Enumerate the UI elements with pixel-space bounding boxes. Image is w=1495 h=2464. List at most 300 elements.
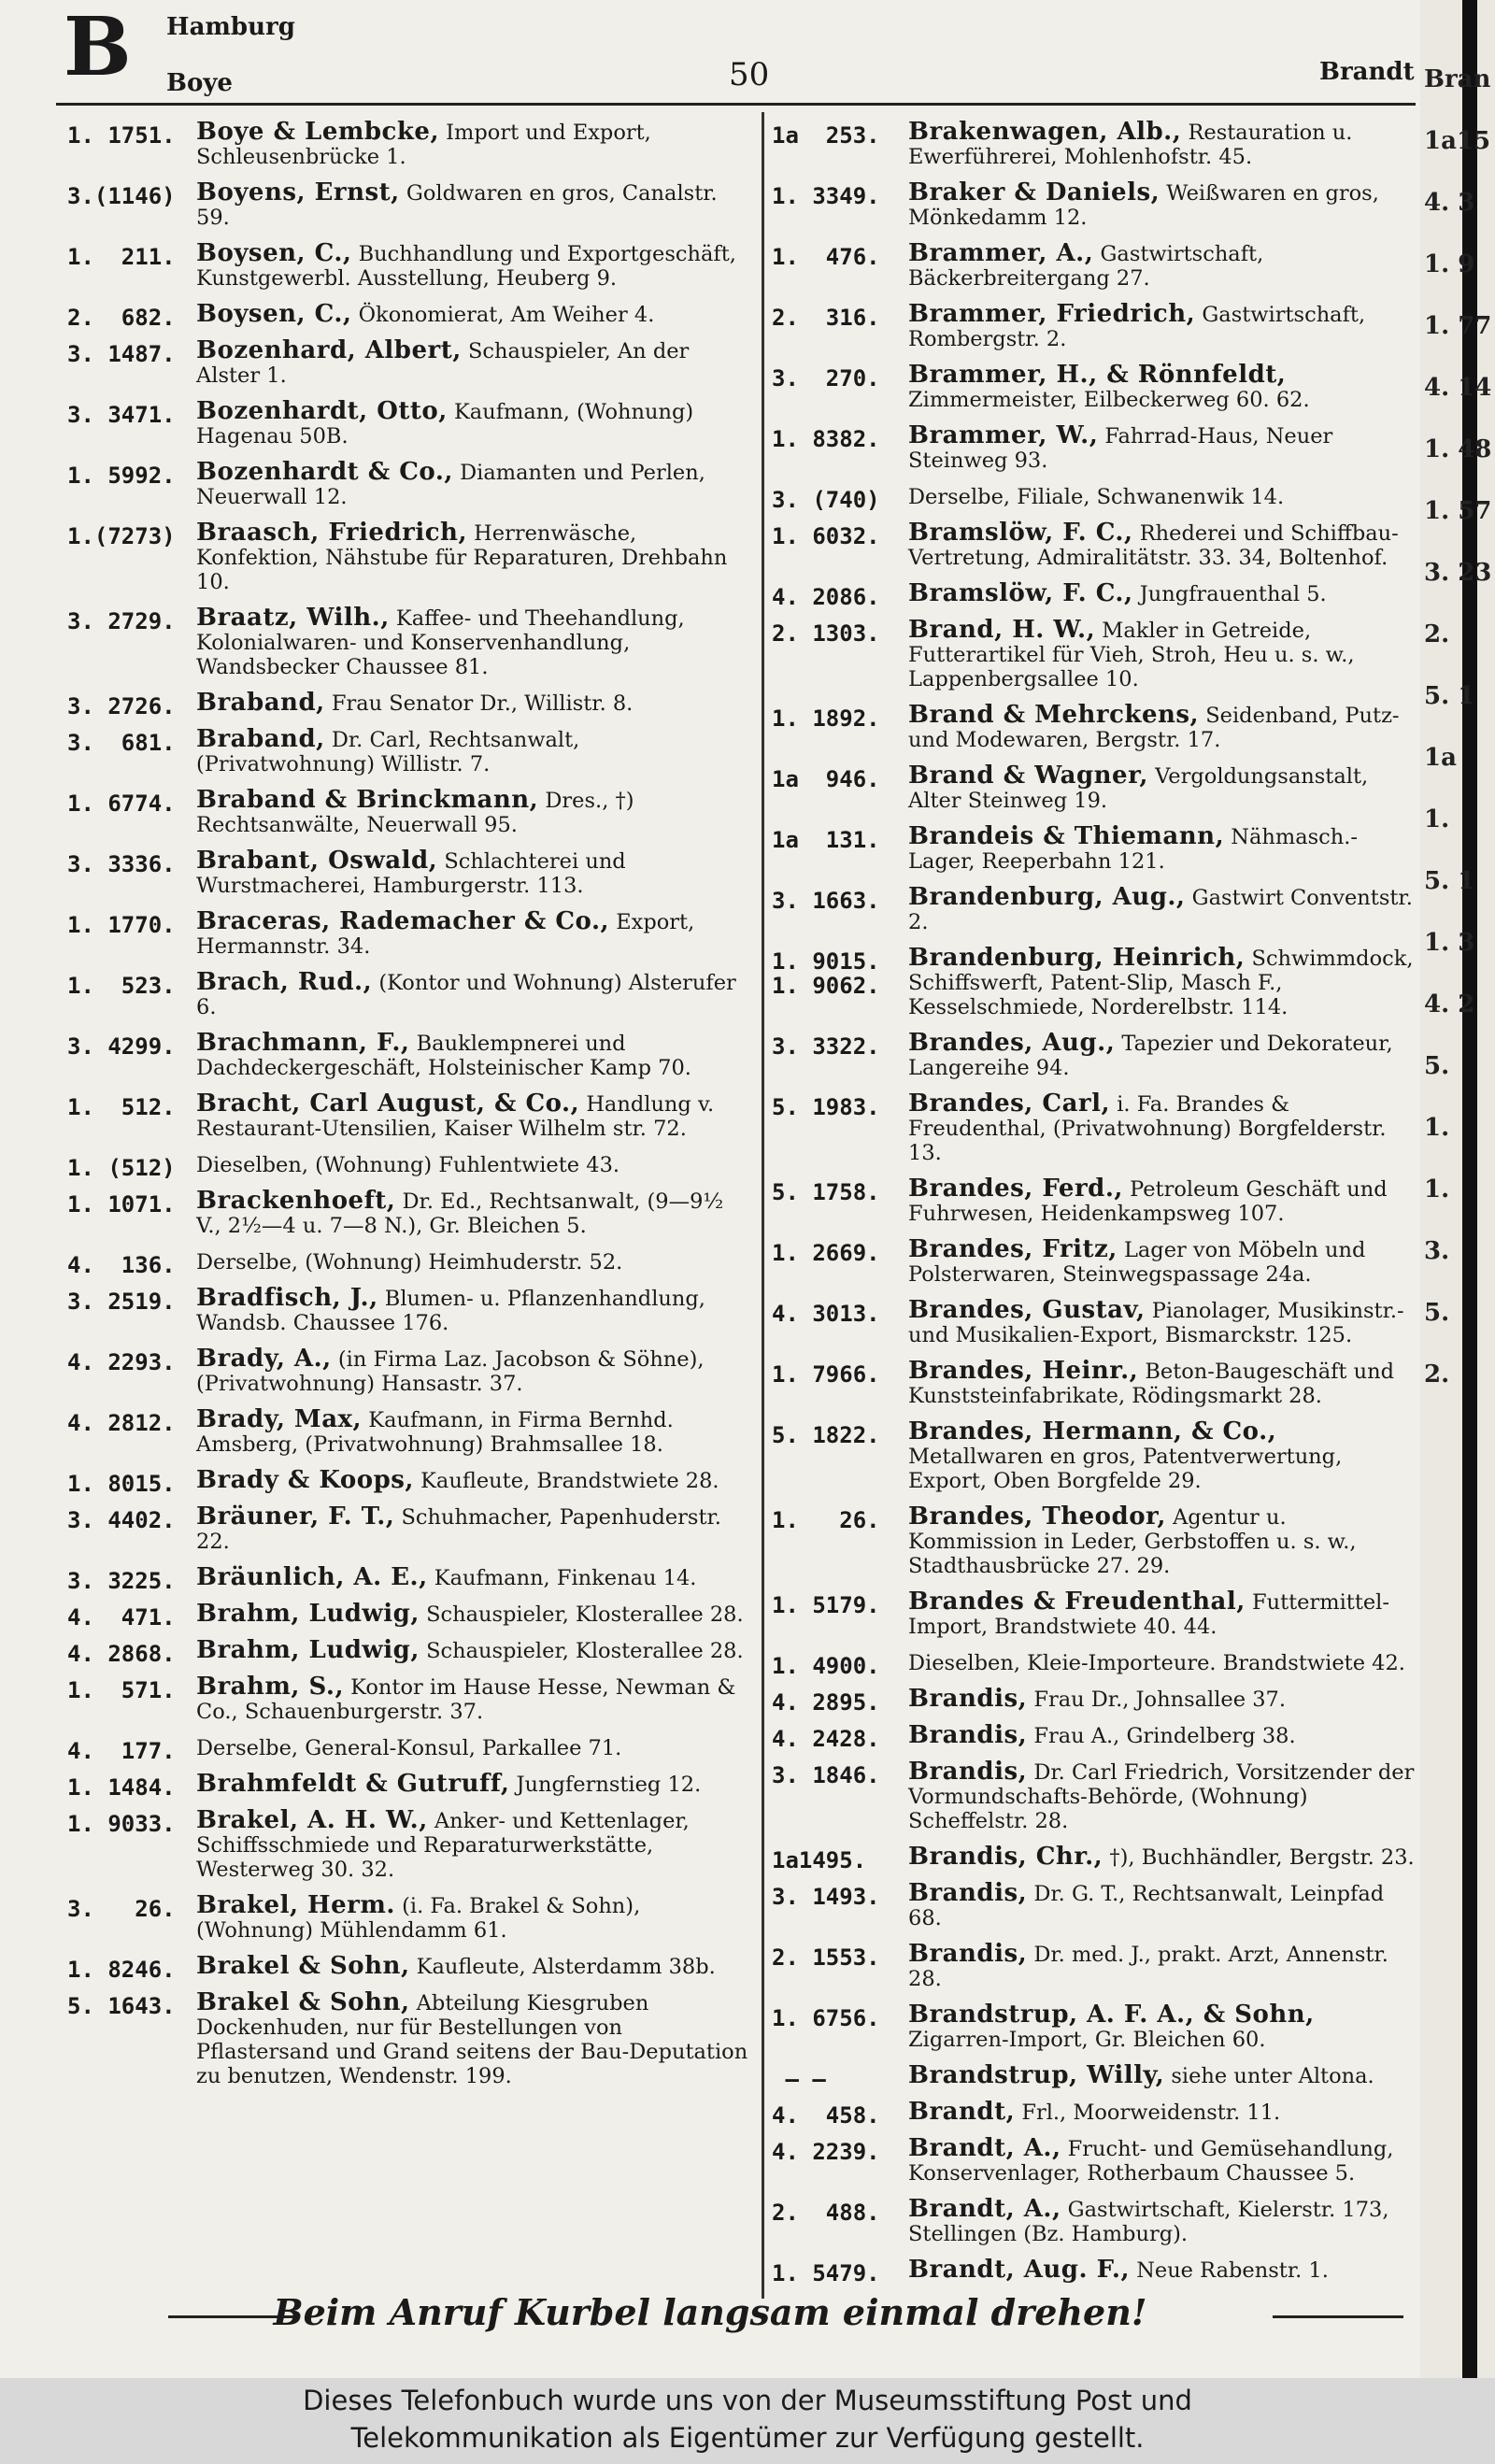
entry-details: Schwimmdock, Schiffswerft, Patent-Slip, Masch F., Kesselschmiede, Norderelbstr. 114.	[908, 947, 1414, 1019]
entry-details: Metallwaren en gros, Patentverwertung, Export, Oben Borgfelde 29.	[908, 1445, 1343, 1493]
phone-number: 1. 26.	[772, 1507, 880, 1533]
phone-number: 3. 26.	[67, 1896, 176, 1922]
entry-details: Dr. Carl, Rechtsanwalt, (Privatwohnung) Willistr. 7.	[196, 728, 580, 776]
directory-entry	[772, 1650, 1417, 1679]
entry-details: Jungfrauenthal 5.	[1139, 582, 1327, 606]
phone-number: 4. 177.	[67, 1738, 176, 1764]
directory-entry	[772, 2136, 1417, 2186]
directory-entry	[67, 338, 749, 388]
edge-fragment: 5. 1	[1424, 682, 1475, 710]
directory-entry	[772, 180, 1417, 230]
entry-details: Kaufleute, Brandstwiete 28.	[420, 1469, 719, 1493]
entry-details: Dieselben, Kleie-Importeure. Brandstwiete 42.	[908, 1651, 1405, 1675]
entry-details: Import und Export, Schleusenbrücke 1.	[196, 121, 651, 169]
subscriber-name: Brammer, H., & Rönnfeldt,	[908, 361, 1287, 389]
directory-entry	[772, 824, 1417, 874]
phone-number: 1. 476.	[772, 244, 880, 270]
directory-entry	[772, 120, 1417, 169]
directory-entry	[772, 2002, 1417, 2052]
directory-entry	[772, 1419, 1417, 1493]
phone-number: 3. 2729.	[67, 608, 176, 634]
entry-details: Zimmermeister, Eilbeckerweg 60. 62.	[908, 388, 1310, 412]
directory-entry	[772, 1881, 1417, 1930]
directory-entry	[67, 689, 749, 719]
entry-details: Dr. med. J., prakt. Arzt, Annenstr. 28.	[908, 1943, 1388, 1991]
directory-entry	[67, 241, 749, 291]
directory-entry	[67, 180, 749, 230]
entry-details: Abteilung Kiesgruben Dockenhuden, nur für Bestellungen von Pflastersand und Grand seitens der Bau-Deputation zu benutzen, Wendenstr. 199.	[196, 1991, 748, 2088]
phone-number: 4. 3013.	[772, 1301, 880, 1327]
subscriber-name: Brandes, Carl,	[908, 1090, 1111, 1118]
directory-entry	[67, 300, 749, 331]
phone-number: 1. 9015. 1. 9062.	[772, 948, 880, 999]
entry-details: Zigarren-Import, Gr. Bleichen 60.	[908, 2028, 1266, 2052]
entry-details: Agentur u. Kommission in Leder, Gerbstoffen u. s. w., Stadthausbrücke 27. 29.	[908, 1505, 1357, 1578]
entry-details: Vergoldungsanstalt, Alter Steinweg 19.	[908, 764, 1369, 813]
last-entry-word: Brandt	[1319, 58, 1415, 86]
subscriber-name: Brakel, Herm.	[196, 1891, 395, 1919]
phone-number: 1a 131.	[772, 827, 880, 853]
entry-details: Nähmasch.-Lager, Reeperbahn 121.	[908, 825, 1359, 874]
subscriber-name: Brandenburg, Aug.,	[908, 883, 1186, 911]
subscriber-name: Brady, A.,	[196, 1345, 332, 1373]
phone-number: 3. 1487.	[67, 341, 176, 367]
subscriber-name: Braatz, Wilh.,	[196, 604, 390, 632]
phone-number: 1. 8015.	[67, 1471, 176, 1497]
entry-details: Blumen- u. Pflanzenhandlung, Wandsb. Chaussee 176.	[196, 1287, 705, 1335]
directory-entry	[67, 909, 749, 959]
subscriber-name: Brandes & Freudenthal,	[908, 1588, 1246, 1616]
entry-details: Gastwirt Conventstr. 2.	[908, 886, 1413, 934]
edge-fragment: 4. 14	[1424, 374, 1492, 402]
phone-number: 1a1495.	[772, 1847, 867, 1873]
entry-details: Seidenband, Putz- und Modewaren, Bergstr. 17.	[908, 704, 1400, 752]
phone-number: 1. 6032.	[772, 523, 880, 549]
phone-number: 5. 1983.	[772, 1094, 880, 1120]
directory-entry	[67, 1031, 749, 1080]
subscriber-name: Brandes, Theodor,	[908, 1503, 1166, 1531]
column-divider	[762, 112, 764, 2299]
directory-entry	[772, 1721, 1417, 1752]
directory-entry	[67, 399, 749, 449]
subscriber-name: Brandt, Aug. F.,	[908, 2256, 1131, 2284]
credit-line-1: Dieses Telefonbuch wurde uns von der Museumsstiftung Post und	[303, 2385, 1192, 2416]
subscriber-name: Brand & Mehrckens,	[908, 701, 1200, 729]
entry-details: Derselbe, (Wohnung) Heimhuderstr. 52.	[196, 1250, 623, 1275]
subscriber-name: Bozenhardt & Co.,	[196, 458, 453, 486]
directory-entry	[772, 1237, 1417, 1287]
entry-details: Gastwirtschaft, Rombergstr. 2.	[908, 303, 1366, 351]
directory-entry	[67, 1286, 749, 1335]
directory-entry	[772, 1685, 1417, 1716]
directory-entry	[772, 1589, 1417, 1639]
subscriber-name: Brandis,	[908, 1721, 1028, 1749]
directory-entry	[772, 241, 1417, 291]
entry-details: Kaufmann, Finkenau 14.	[434, 1566, 697, 1590]
subscriber-name: Brahm, S.,	[196, 1673, 344, 1701]
directory-entry	[772, 1843, 1417, 1873]
subscriber-name: Brandstrup, Willy,	[908, 2061, 1165, 2089]
phone-number: 3. 3225.	[67, 1568, 176, 1594]
credit-line-2: Telekommunikation als Eigentümer zur Verfügung gestellt.	[350, 2422, 1145, 2454]
directory-entry	[772, 302, 1417, 351]
phone-number: 1. 523.	[67, 973, 176, 999]
edge-fragment: 1. 3	[1424, 929, 1475, 957]
phone-number: 3.(1146)	[67, 183, 176, 209]
entry-details: †), Buchhändler, Bergstr. 23.	[1109, 1845, 1415, 1870]
subscriber-name: Brandis,	[908, 1758, 1028, 1786]
phone-number: 1. 6774.	[67, 790, 176, 817]
section-letter: B	[64, 0, 132, 94]
phone-number: 4. 136.	[67, 1252, 176, 1278]
subscriber-name: Bramslöw, F. C.,	[908, 519, 1133, 547]
subscriber-name: Brandes, Ferd.,	[908, 1175, 1123, 1203]
first-entry-word: Boye	[166, 69, 233, 97]
subscriber-name: Brandenburg, Heinrich,	[908, 944, 1246, 972]
phone-number: 4. 2239.	[772, 2139, 880, 2165]
subscriber-name: Braband,	[196, 689, 325, 717]
entry-details: Kaufmann, in Firma Bernhd. Amsberg, (Privatwohnung) Brahmsallee 18.	[196, 1408, 674, 1457]
directory-entry	[772, 363, 1417, 412]
subscriber-name: Brady, Max,	[196, 1405, 363, 1433]
phone-number: 4. 471.	[67, 1604, 176, 1631]
phone-number: 4. 2812.	[67, 1410, 176, 1436]
subscriber-name: Brackenhoeft,	[196, 1187, 396, 1215]
entry-details: (in Firma Laz. Jacobson & Söhne), (Privatwohnung) Hansastr. 37.	[196, 1347, 705, 1396]
directory-entry	[772, 703, 1417, 752]
directory-entry	[772, 2197, 1417, 2246]
entry-details: Bauklempnerei und Dachdeckergeschäft, Holsteinischer Kamp 70.	[196, 1032, 691, 1080]
edge-fragment: 5.	[1424, 1052, 1450, 1080]
subscriber-name: Brandstrup, A. F. A., & Sohn,	[908, 2001, 1315, 2029]
edge-fragment: 1.	[1424, 1114, 1450, 1142]
subscriber-name: Brandt,	[908, 2098, 1016, 2126]
subscriber-name: Brahm, Ludwig,	[196, 1600, 420, 1628]
subscriber-name: Brandt, A.,	[908, 2195, 1061, 2223]
entry-details: Lager von Möbeln und Polsterwaren, Steinwegspassage 24a.	[908, 1238, 1366, 1287]
phone-number: 3. (740)	[772, 487, 880, 513]
entry-details: Schauspieler, Klosterallee 28.	[426, 1602, 744, 1627]
edge-fragment: Bran	[1424, 65, 1491, 93]
entry-details: Frl., Moorweidenstr. 11.	[1021, 2101, 1281, 2125]
entry-details: Weißwaren en gros, Mönkedamm 12.	[908, 181, 1379, 230]
directory-entry	[772, 520, 1417, 570]
directory-entry	[67, 1636, 749, 1667]
entry-details: Neue Rabenstr. 1.	[1136, 2258, 1329, 2283]
edge-fragment: 4. 3	[1424, 189, 1475, 217]
subscriber-name: Brand, H. W.,	[908, 616, 1096, 644]
subscriber-name: Brandis,	[908, 1879, 1028, 1907]
edge-fragment: 1a	[1424, 744, 1457, 772]
subscriber-name: Braker & Daniels,	[908, 178, 1160, 207]
footer-rule-right	[1273, 2315, 1403, 2318]
entry-details: Kaffee- und Theehandlung, Kolonialwaren- und Konservenhandlung, Wandsbecker Chaussee 81.	[196, 606, 685, 679]
edge-fragment: 1. 9	[1424, 250, 1475, 278]
phone-number: 3. 681.	[67, 730, 176, 756]
entry-details: Dres., †) Rechtsanwälte, Neuerwall 95.	[196, 789, 634, 837]
entry-details: Schauspieler, Klosterallee 28.	[426, 1639, 744, 1663]
entry-details: Buchhandlung und Exportgeschäft, Kunstgewerbl. Ausstellung, Heuberg 9.	[196, 242, 736, 291]
subscriber-name: Brach, Rud.,	[196, 968, 373, 996]
directory-entry	[772, 2061, 1417, 2092]
phone-number: 3. 1493.	[772, 1884, 880, 1910]
phone-number: 1. 8246.	[67, 1957, 176, 1983]
directory-entry	[772, 1504, 1417, 1578]
entry-details: Herrenwäsche, Konfektion, Nähstube für Reparaturen, Drehbahn 10.	[196, 521, 728, 594]
subscriber-name: Brakel & Sohn,	[196, 1952, 410, 1980]
directory-entry	[67, 1600, 749, 1631]
subscriber-name: Brabant, Oswald,	[196, 847, 438, 875]
phone-number: 4. 2428.	[772, 1726, 880, 1752]
phone-number: 1.(7273)	[67, 523, 176, 549]
phone-number: 2. 488.	[772, 2200, 880, 2226]
entry-details: Schuhmacher, Papenhuderstr. 22.	[196, 1505, 721, 1554]
entry-details: Ökonomierat, Am Weiher 4.	[358, 303, 655, 327]
entry-details: (i. Fa. Brakel & Sohn), (Wohnung) Mühlendamm 61.	[196, 1894, 641, 1943]
subscriber-name: Brahmfeldt & Gutruff,	[196, 1770, 510, 1798]
edge-fragment: 1. 48	[1424, 435, 1492, 463]
subscriber-name: Brammer, Friedrich,	[908, 300, 1196, 328]
entry-details: Frucht- und Gemüsehandlung, Konservenlager, Rotherbaum Chaussee 5.	[908, 2137, 1394, 2186]
phone-number: 1. 8382.	[772, 426, 880, 452]
directory-entry	[67, 1346, 749, 1396]
directory-entry	[772, 423, 1417, 473]
entry-details: Frau A., Grindelberg 38.	[1033, 1724, 1296, 1748]
entry-details: Petroleum Geschäft und Fuhrwesen, Heidenkampsweg 107.	[908, 1177, 1388, 1226]
entry-details: Kaufmann, (Wohnung) Hagenau 50B.	[196, 400, 694, 449]
phone-number: 1. 571.	[67, 1677, 176, 1703]
directory-entry	[772, 484, 1417, 513]
phone-number: 4. 2086.	[772, 584, 880, 610]
subscriber-name: Brandis,	[908, 1940, 1028, 1968]
phone-number: 3. 3471.	[67, 402, 176, 428]
entry-details: siehe unter Altona.	[1171, 2064, 1374, 2088]
edge-fragment: 5. 1	[1424, 867, 1475, 895]
phone-number: 3. 2726.	[67, 693, 176, 719]
subscriber-name: Braband & Brinckmann,	[196, 786, 539, 814]
directory-entry	[67, 1466, 749, 1497]
edge-fragment: 4. 2	[1424, 990, 1475, 1018]
city-heading: Hamburg	[166, 13, 295, 41]
entry-details: Frau Dr., Johnsallee 37.	[1033, 1688, 1286, 1712]
entry-details: Tapezier und Dekorateur, Langereihe 94.	[908, 1032, 1393, 1080]
phone-number: 2. 1303.	[772, 620, 880, 647]
subscriber-name: Brahm, Ludwig,	[196, 1636, 420, 1664]
phone-number: 1. 2669.	[772, 1240, 880, 1266]
entry-details: Dr. G. T., Rechtsanwalt, Leinpfad 68.	[908, 1882, 1385, 1930]
edge-fragment: 3.	[1424, 1237, 1450, 1265]
subscriber-name: Brandes, Fritz,	[908, 1235, 1118, 1263]
subscriber-name: Boye & Lembcke,	[196, 118, 439, 146]
entry-details: Gastwirtschaft, Kielerstr. 173, Stellingen (Bz. Hamburg).	[908, 2198, 1389, 2246]
phone-number: 2. 682.	[67, 305, 176, 331]
phone-number: 4. 2895.	[772, 1689, 880, 1716]
directory-entry	[772, 618, 1417, 691]
directory-entry	[772, 1091, 1417, 1165]
entry-details: Handlung v. Restaurant-Utensilien, Kaiser Wilhelm str. 72.	[196, 1092, 715, 1141]
phone-number: 3. 1846.	[772, 1762, 880, 1788]
directory-entry	[772, 1359, 1417, 1408]
directory-entry	[67, 970, 749, 1019]
phone-number: 1. 1770.	[67, 912, 176, 938]
phone-number: 3. 3322.	[772, 1033, 880, 1060]
subscriber-name: Bozenhard, Albert,	[196, 336, 462, 364]
entry-details: Goldwaren en gros, Canalstr. 59.	[196, 181, 718, 230]
phone-number: 1. 1484.	[67, 1774, 176, 1801]
subscriber-name: Brakel, A. H. W.,	[196, 1806, 428, 1834]
directory-entry	[67, 1407, 749, 1457]
subscriber-name: Brand & Wagner,	[908, 762, 1148, 790]
directory-entry	[67, 1990, 749, 2088]
directory-entry	[772, 1942, 1417, 1991]
subscriber-name: Bräunlich, A. E.,	[196, 1563, 428, 1591]
phone-number: 4. 458.	[772, 2102, 880, 2129]
directory-entry	[772, 946, 1417, 1019]
edge-fragment: 5.	[1424, 1299, 1450, 1327]
subscriber-name: Bozenhardt, Otto,	[196, 397, 448, 425]
phone-number: 1. 3349.	[772, 183, 880, 209]
right-column	[772, 120, 1417, 2294]
directory-entry	[772, 1298, 1417, 1347]
subscriber-name: Brandes, Hermann, & Co.,	[908, 1417, 1277, 1446]
directory-entry	[67, 1952, 749, 1983]
entry-details: Anker- und Kettenlager, Schiffsschmiede und Reparaturwerkstätte, Westerweg 30. 32.	[196, 1809, 690, 1882]
edge-fragment: 1. 77	[1424, 312, 1492, 340]
subscriber-name: Boysen, C.,	[196, 239, 352, 267]
directory-entry	[67, 1808, 749, 1882]
directory-entry	[67, 1091, 749, 1141]
entry-details: Beton-Baugeschäft und Kunststeinfabrikate, Rödingsmarkt 28.	[908, 1360, 1395, 1408]
phone-number: 1. 1751.	[67, 122, 176, 149]
directory-entry	[772, 1759, 1417, 1833]
subscriber-name: Brakel & Sohn,	[196, 1988, 410, 2016]
directory-entry	[67, 848, 749, 898]
directory-entry	[67, 1893, 749, 1943]
phone-number: 5. 1822.	[772, 1422, 880, 1448]
phone-number: 1. 1071.	[67, 1191, 176, 1218]
subscriber-name: Brandeis & Thiemann,	[908, 822, 1225, 850]
phone-number: 4. 2868.	[67, 1641, 176, 1667]
phone-number: 1. 211.	[67, 244, 176, 270]
directory-entry	[67, 520, 749, 594]
phone-number: 5. 1643.	[67, 1993, 176, 2019]
phone-number: 5. 1758.	[772, 1179, 880, 1205]
phone-number: 1. 5992.	[67, 463, 176, 489]
entry-details: Jungfernstieg 12.	[516, 1773, 702, 1797]
phone-number: 1. (512)	[67, 1155, 176, 1181]
subscriber-name: Brandes, Aug.,	[908, 1029, 1116, 1057]
entry-details: Makler in Getreide, Futterartikel für Vieh, Stroh, Heu u. s. w., Lappenbergsallee 10.	[908, 619, 1355, 691]
subscriber-name: Brammer, A.,	[908, 239, 1094, 267]
entry-details: Pianolager, Musikinstr.- und Musikalien-Export, Bismarckstr. 125.	[908, 1299, 1404, 1347]
subscriber-name: Brady & Koops,	[196, 1466, 414, 1494]
subscriber-name: Braband,	[196, 725, 325, 753]
directory-entry	[772, 2256, 1417, 2286]
entry-details: Frau Senator Dr., Willistr. 8.	[331, 691, 634, 716]
directory-entry	[67, 1770, 749, 1801]
phone-number: 3. 4299.	[67, 1033, 176, 1060]
edge-fragment: 1. 57	[1424, 497, 1492, 525]
entry-details: Export, Hermannstr. 34.	[196, 910, 695, 959]
directory-entry	[67, 605, 749, 679]
subscriber-name: Bramslöw, F. C.,	[908, 579, 1133, 607]
phone-number: 1. 7966.	[772, 1361, 880, 1388]
directory-entry	[772, 2098, 1417, 2129]
phone-number: 3. 2519.	[67, 1289, 176, 1315]
page-number: 50	[729, 56, 770, 93]
directory-entry	[67, 1189, 749, 1238]
phone-number: 3. 1663.	[772, 888, 880, 914]
subscriber-name: Boyens, Ernst,	[196, 178, 400, 207]
entry-details: Schlachterei und Wurstmacherei, Hamburgerstr. 113.	[196, 849, 626, 898]
subscriber-name: Brachmann, F.,	[196, 1029, 410, 1057]
phone-number: 1. 5179.	[772, 1592, 880, 1618]
edge-fragment: 3. 23	[1424, 559, 1492, 587]
page-header	[0, 0, 1420, 103]
entry-details: Rhederei und Schiffbau-Vertretung, Admiralitätstr. 33. 34, Boltenhof.	[908, 521, 1399, 570]
edge-fragment: 2.	[1424, 1360, 1450, 1389]
directory-entry	[67, 727, 749, 776]
directory-entry	[67, 120, 749, 169]
left-column	[67, 120, 749, 2100]
entry-details: (Kontor und Wohnung) Alsterufer 6.	[196, 971, 736, 1019]
phone-number: 3. 4402.	[67, 1507, 176, 1533]
subscriber-name: Braceras, Rademacher & Co.,	[196, 907, 610, 935]
phone-number: 2. 316.	[772, 305, 880, 331]
edge-fragment: 1a15	[1424, 127, 1491, 155]
phone-number: 3. 3336.	[67, 851, 176, 877]
entry-details: Restauration u. Ewerführerei, Mohlenhofstr. 45.	[908, 121, 1353, 169]
phone-number: 1. 4900.	[772, 1653, 880, 1679]
directory-entry	[67, 460, 749, 509]
entry-details: Futtermittel-Import, Brandstwiete 40. 44.	[908, 1590, 1389, 1639]
subscriber-name: Brandis,	[908, 1685, 1028, 1713]
entry-details: i. Fa. Brandes & Freudenthal, (Privatwohnung) Borgfelderstr. 13.	[908, 1092, 1387, 1165]
phone-number: 4. 2293.	[67, 1349, 176, 1375]
entry-details: Schauspieler, An der Alster 1.	[196, 339, 690, 388]
header-rule	[56, 103, 1416, 106]
entry-details: Kaufleute, Alsterdamm 38b.	[416, 1955, 716, 1979]
entry-details: Diamanten und Perlen, Neuerwall 12.	[196, 461, 705, 509]
directory-entry	[67, 788, 749, 837]
footer-note: Beim Anruf Kurbel langsam einmal drehen!	[273, 2291, 1147, 2333]
entry-details: Dr. Ed., Rechtsanwalt, (9—9½ V., 2½—4 u. 7—8 N.), Gr. Bleichen 5.	[196, 1189, 724, 1238]
phone-number: 2. 1553.	[772, 1944, 880, 1971]
directory-entry	[772, 1176, 1417, 1226]
subscriber-name: Brandes, Heinr.,	[908, 1357, 1139, 1385]
entry-details: Kontor im Hause Hesse, Newman & Co., Schauenburgerstr. 37.	[196, 1675, 736, 1724]
phone-number: — —	[772, 2066, 826, 2092]
directory-entry	[772, 579, 1417, 610]
phone-number: 1a 253.	[772, 122, 880, 149]
phone-number: 1. 5479.	[772, 2260, 880, 2286]
subscriber-name: Bräuner, F. T.,	[196, 1503, 395, 1531]
subscriber-name: Brandes, Gustav,	[908, 1296, 1146, 1324]
directory-entry	[772, 1031, 1417, 1080]
entry-details: Gastwirtschaft, Bäckerbreitergang 27.	[908, 242, 1264, 291]
subscriber-name: Brammer, W.,	[908, 421, 1099, 449]
phone-number: 1a 946.	[772, 766, 880, 792]
subscriber-name: Brandt, A.,	[908, 2134, 1061, 2162]
edge-fragment: 2.	[1424, 620, 1450, 648]
directory-entry	[772, 885, 1417, 934]
directory-entry	[67, 1735, 749, 1764]
page-gutter	[1462, 0, 1477, 2378]
subscriber-name: Braasch, Friedrich,	[196, 519, 468, 547]
subscriber-name: Bracht, Carl August, & Co.,	[196, 1090, 580, 1118]
subscriber-name: Brakenwagen, Alb.,	[908, 118, 1182, 146]
edge-fragment: 1.	[1424, 1175, 1450, 1204]
